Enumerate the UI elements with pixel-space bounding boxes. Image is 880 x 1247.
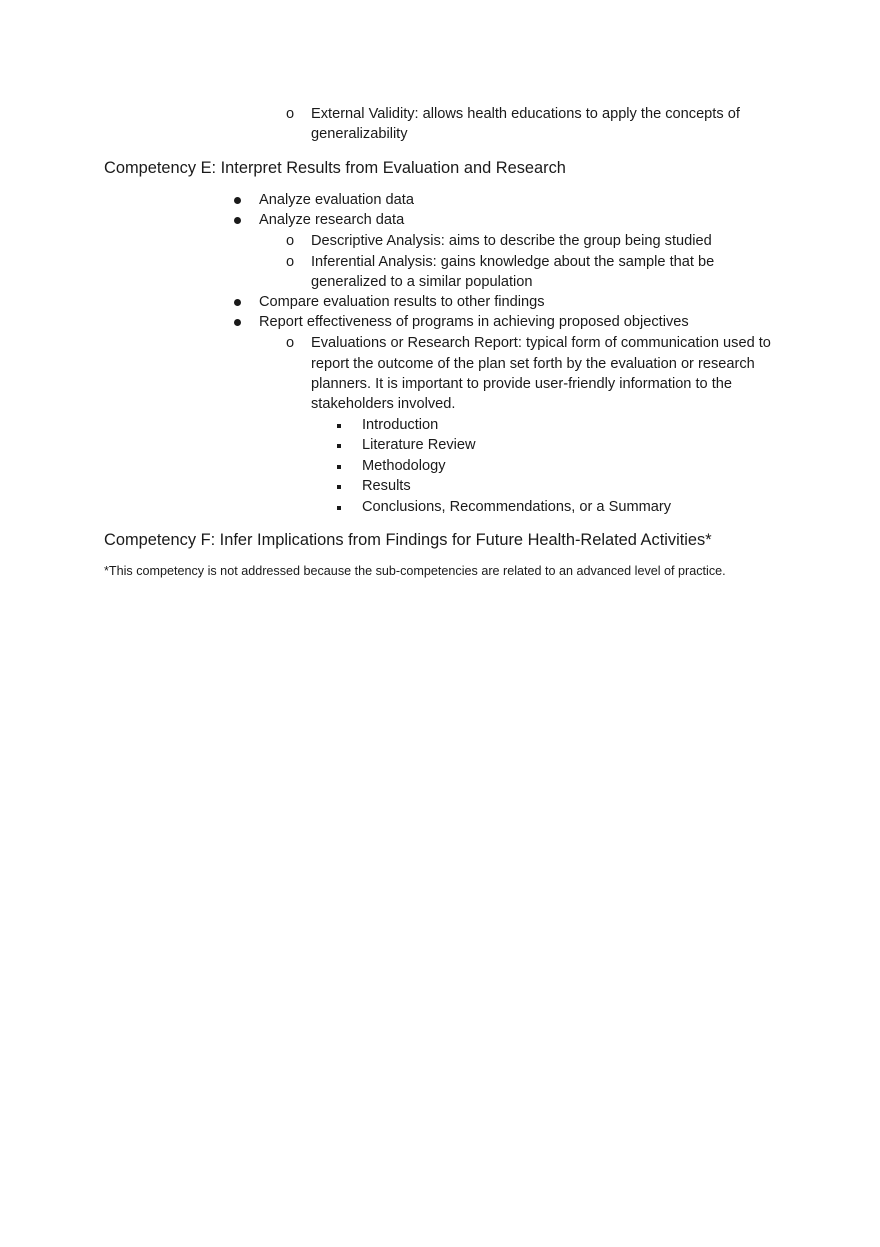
square-bullet-icon — [337, 444, 341, 448]
bullet-analyze-research: Analyze research data — [259, 212, 405, 228]
research-report-line-1: Evaluations or Research Report: typical form of communication used to — [311, 335, 771, 351]
external-validity-line-2: generalizability — [311, 126, 408, 142]
bullet-analyze-evaluation: Analyze evaluation data — [259, 192, 414, 208]
circle-marker-icon: o — [286, 335, 295, 351]
report-section-introduction: Introduction — [362, 417, 439, 433]
inferential-analysis-line-2: generalized to a similar population — [311, 274, 533, 290]
bullet-icon — [234, 299, 241, 306]
research-report-line-4: stakeholders involved. — [311, 396, 456, 412]
bullet-icon — [234, 319, 241, 326]
research-report-line-2: report the outcome of the plan set forth by the evaluation or research — [311, 356, 755, 372]
external-validity-line-1: External Validity: allows health educations to apply the concepts of — [311, 106, 740, 122]
bullet-icon — [234, 197, 241, 204]
square-bullet-icon — [337, 485, 341, 489]
circle-marker-icon: o — [286, 233, 295, 249]
square-bullet-icon — [337, 424, 341, 428]
circle-marker-icon: o — [286, 254, 295, 270]
bullet-report-effectiveness: Report effectiveness of programs in achieving proposed objectives — [259, 314, 689, 330]
square-bullet-icon — [337, 506, 341, 510]
report-section-literature-review: Literature Review — [362, 437, 476, 453]
report-section-methodology: Methodology — [362, 458, 446, 474]
inferential-analysis-line-1: Inferential Analysis: gains knowledge about the sample that be — [311, 254, 715, 270]
circle-marker-icon: o — [286, 106, 295, 122]
bullet-compare-results: Compare evaluation results to other findings — [259, 294, 545, 310]
square-bullet-icon — [337, 465, 341, 469]
competency-f-note: *This competency is not addressed because the sub-competencies are related to an advanced level of practice. — [104, 564, 726, 578]
bullet-icon — [234, 217, 241, 224]
competency-e-heading: Competency E: Interpret Results from Evaluation and Research — [104, 159, 566, 177]
descriptive-analysis-item: Descriptive Analysis: aims to describe the group being studied — [311, 233, 712, 249]
competency-f-heading: Competency F: Infer Implications from Findings for Future Health-Related Activities* — [104, 531, 712, 549]
report-section-results: Results — [362, 478, 411, 494]
report-section-conclusions: Conclusions, Recommendations, or a Summary — [362, 499, 672, 515]
research-report-line-3: planners. It is important to provide user-friendly information to the — [311, 376, 732, 392]
